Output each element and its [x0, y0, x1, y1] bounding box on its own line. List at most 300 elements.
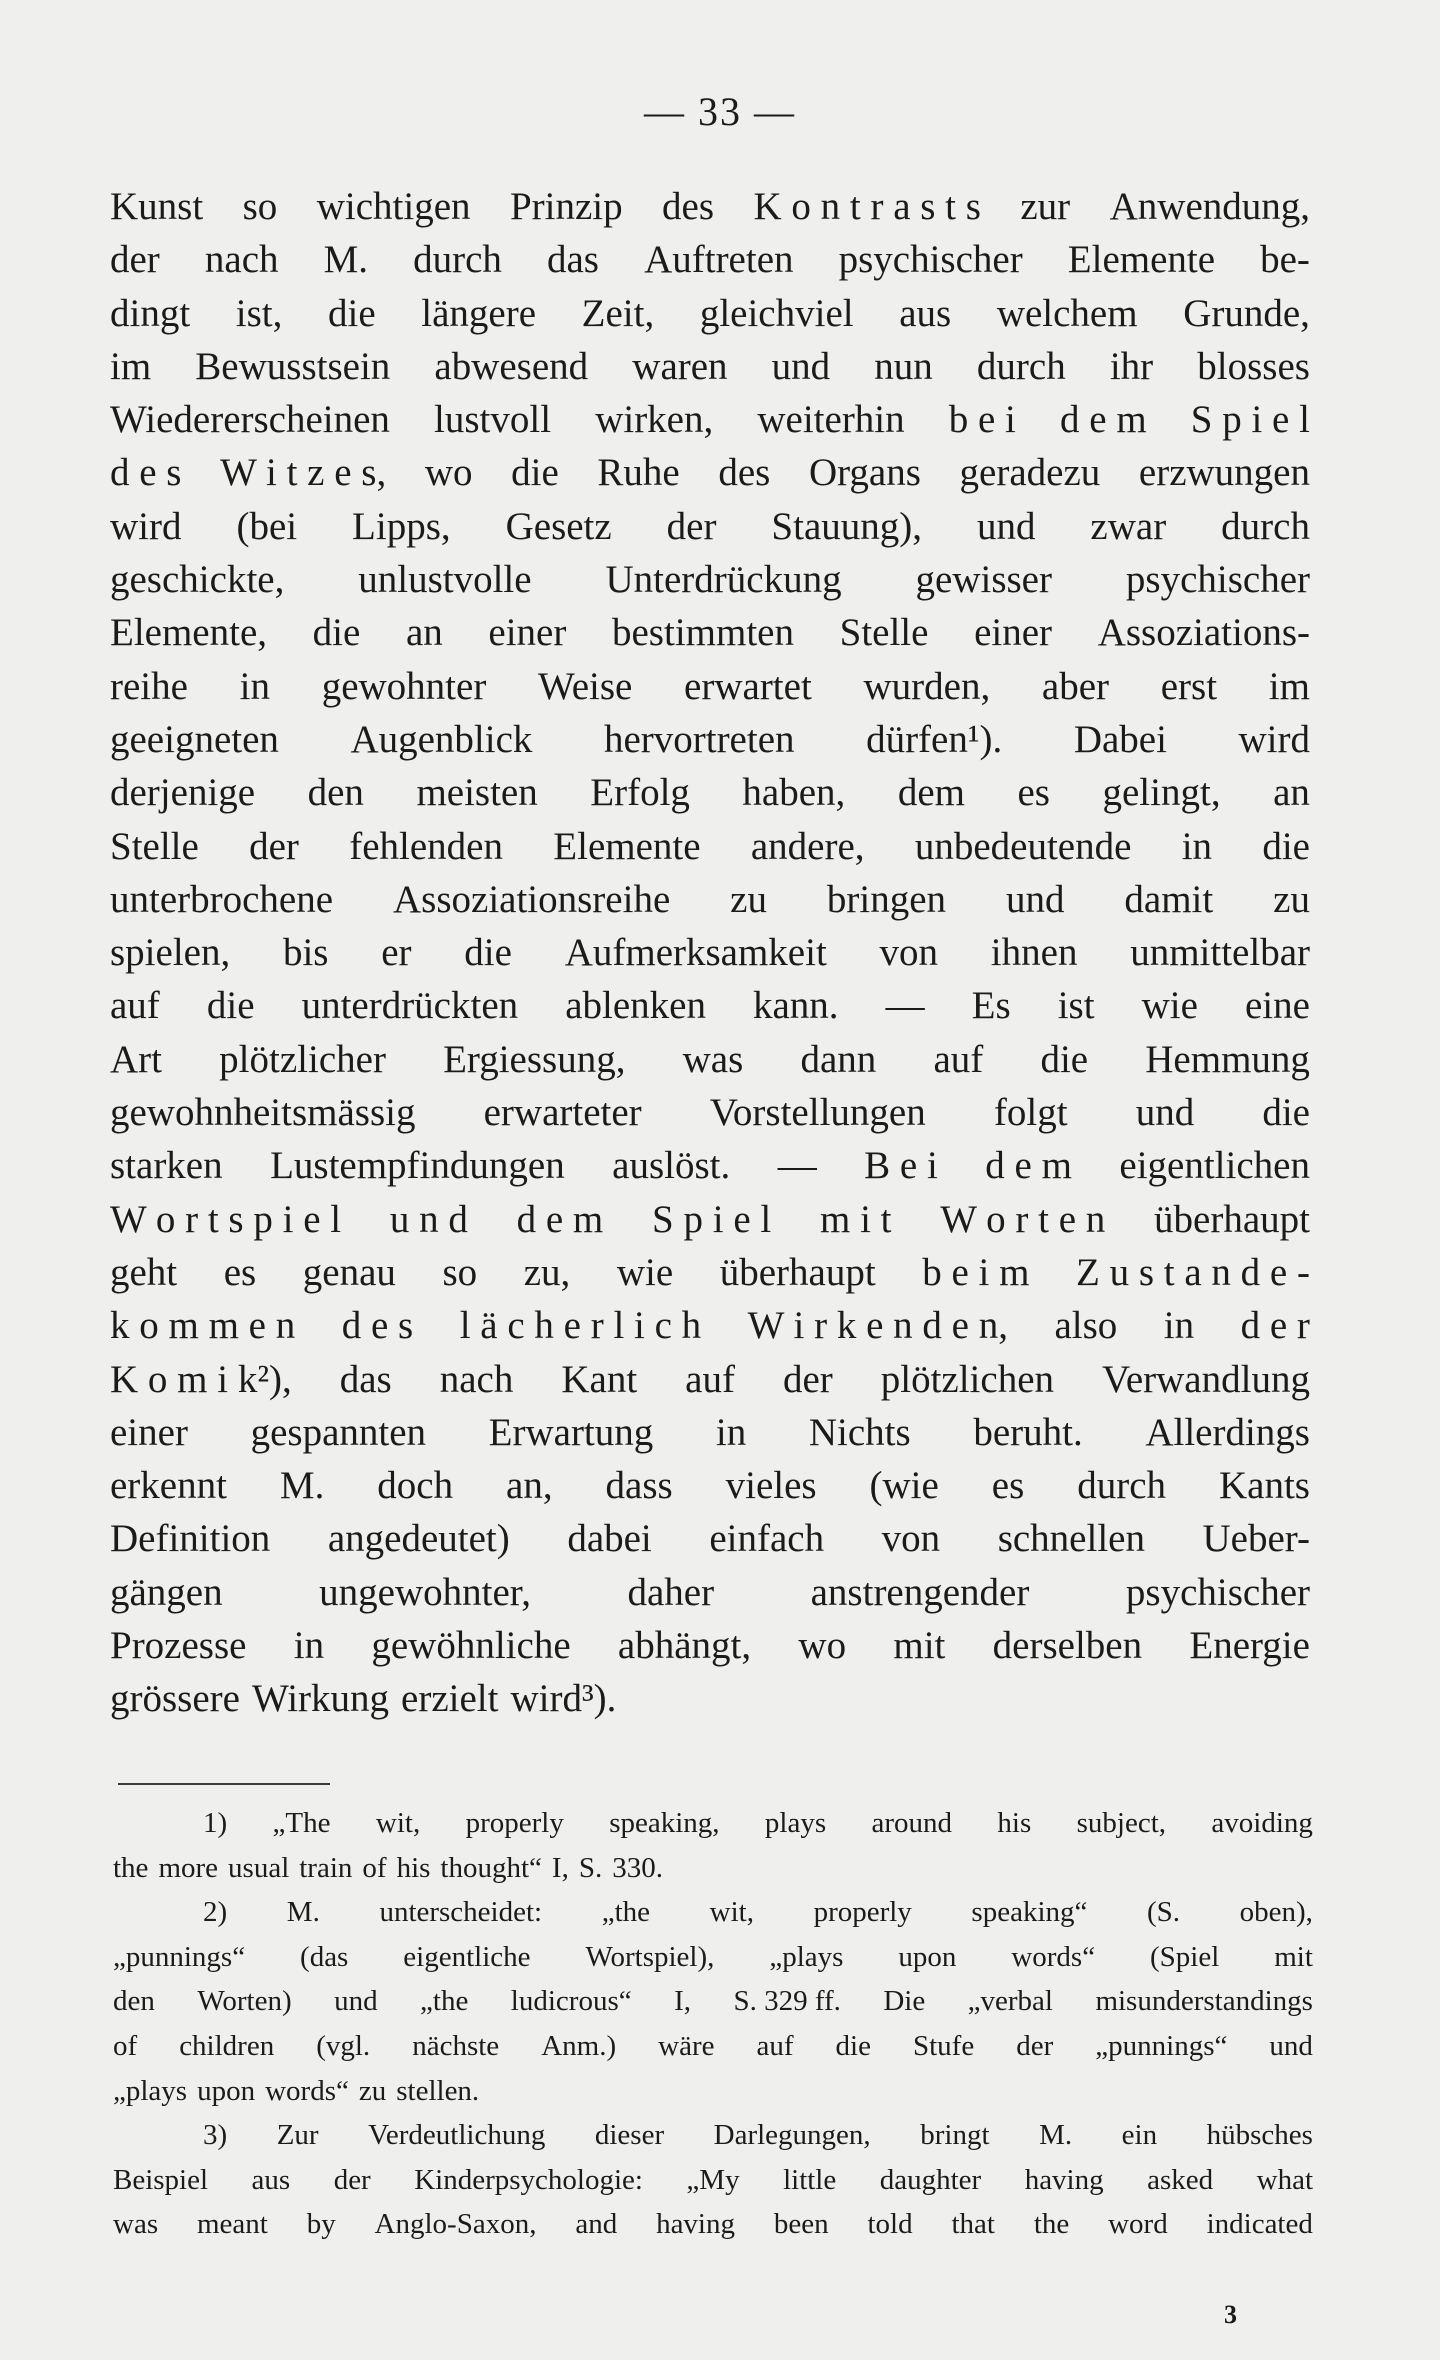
word: Ergiessung, [443, 1037, 626, 1081]
word: stellen. [396, 2074, 480, 2107]
word: unbedeutende [914, 824, 1132, 868]
word: geschickte, [110, 558, 285, 602]
word: bringen [826, 877, 947, 921]
word: plays [764, 1807, 827, 1839]
word: die [312, 611, 361, 655]
word: damit [1124, 877, 1214, 921]
word: folgt [993, 1091, 1068, 1135]
word: in [1181, 824, 1213, 868]
text-line [110, 1459, 1310, 1512]
text-line [110, 660, 1310, 713]
word: M. [286, 1896, 320, 1929]
word: 3) [203, 2119, 228, 2152]
word: Assoziationsreihe [392, 877, 671, 921]
word: words“ [265, 2074, 349, 2107]
word: that [951, 2208, 995, 2241]
word: derselben [992, 1624, 1143, 1668]
word: nächste [412, 2029, 500, 2062]
text-line [110, 1619, 1310, 1672]
word: aus [251, 2163, 291, 2196]
word: M. [323, 238, 369, 282]
word: b e i m [922, 1250, 1030, 1294]
word: upon [197, 2074, 256, 2107]
word: an [405, 611, 443, 655]
word: zu [1273, 877, 1310, 921]
word: wird [1238, 717, 1310, 761]
word: der [782, 1357, 833, 1401]
text-line [110, 1086, 1310, 1139]
text-line [110, 1406, 1310, 1459]
word: dem [897, 771, 965, 815]
word: spielen, [110, 931, 231, 975]
word: Worten) [197, 1985, 292, 2018]
word: den [307, 771, 364, 815]
word: Art [110, 1037, 162, 1081]
word: die [328, 291, 376, 335]
word: haben, [742, 771, 846, 815]
footnote-line [113, 1935, 1313, 1980]
word: weiterhin [757, 398, 905, 442]
word: I, [674, 1985, 691, 2018]
word: die [464, 931, 512, 975]
word: subject, [1076, 1807, 1167, 1839]
word: plötzlichen [880, 1357, 1055, 1401]
text-line [110, 340, 1310, 393]
word: die [1262, 1091, 1310, 1135]
word: die [511, 451, 559, 495]
word: Organs [808, 451, 921, 495]
word: of [113, 2029, 138, 2062]
word: längere [421, 291, 537, 335]
word: d e r [1240, 1304, 1310, 1348]
word: durch [1221, 504, 1310, 548]
word: nach [439, 1357, 514, 1401]
word: schnellen [997, 1517, 1145, 1561]
word: ein [1121, 2119, 1158, 2152]
word: reihe [110, 664, 188, 708]
word: daughter [879, 2163, 982, 2196]
word: Prozesse [110, 1624, 247, 1668]
word: durch [413, 238, 502, 282]
footnote-line [113, 2202, 1313, 2247]
word: be- [1260, 238, 1310, 282]
word: beruht. [973, 1410, 1083, 1454]
word: his [997, 1807, 1032, 1839]
word: und [334, 1985, 378, 2018]
text-line [110, 606, 1310, 659]
word: auf [685, 1357, 735, 1401]
word: was [113, 2208, 159, 2241]
word: plötzlicher [219, 1037, 386, 1081]
word: K o m i k²), [110, 1357, 292, 1401]
word: the [1033, 2208, 1070, 2241]
word: geradezu [959, 451, 1101, 495]
word: Anm.) [541, 2029, 617, 2062]
word: little [783, 2163, 837, 2196]
word: im [1268, 664, 1310, 708]
word: 2) [203, 1896, 228, 1929]
word: an [1273, 771, 1310, 815]
word: misunderstandings [1095, 1985, 1313, 2018]
word: durch [976, 344, 1066, 388]
text-line [110, 713, 1310, 766]
word: — [885, 984, 925, 1028]
word: M. [1039, 2119, 1073, 2152]
word: Definition [110, 1517, 271, 1561]
word: Nichts [808, 1410, 911, 1454]
word: wird³). [510, 1677, 617, 1721]
word: — [777, 1144, 817, 1188]
word: W o r t s p i e l [110, 1197, 342, 1241]
word: „The [272, 1807, 331, 1839]
word: (das [300, 1940, 349, 1973]
word: train [299, 1851, 353, 1884]
word: der [666, 504, 717, 548]
word: einer [110, 1410, 188, 1454]
word: Kunst [110, 185, 204, 228]
word: Ruhe [597, 451, 680, 495]
text-line [110, 233, 1310, 286]
word: dieser [594, 2119, 665, 2152]
word: Wirkung [251, 1677, 390, 1721]
word: geht [110, 1250, 178, 1294]
word: „plays [113, 2074, 188, 2107]
word: Lipps, [352, 504, 451, 548]
word: word [1108, 2208, 1168, 2241]
word: die [1040, 1037, 1089, 1081]
word: Darlegungen, [713, 2119, 871, 2152]
word: meisten [416, 771, 538, 815]
text-line [110, 873, 1310, 926]
word: his [396, 1851, 431, 1884]
word: wird [110, 504, 182, 548]
word: gelingt, [1102, 771, 1221, 815]
word: genau [302, 1250, 396, 1294]
text-line [110, 1139, 1310, 1192]
word: hübsches [1206, 2119, 1313, 2152]
word: indicated [1206, 2208, 1313, 2241]
word: Unterdrückung [605, 558, 842, 602]
word: (Spiel [1150, 1940, 1220, 1973]
word: so [242, 185, 278, 228]
word: (bei [236, 504, 298, 548]
word: Wortspiel), [585, 1940, 715, 1973]
word: Lustempfindungen [270, 1144, 565, 1188]
word: bringt [920, 2119, 990, 2152]
word: des [718, 451, 771, 495]
word: der [249, 824, 299, 868]
word: by [306, 2208, 336, 2241]
text-line [110, 287, 1310, 340]
word: abwesend [434, 344, 589, 388]
word: of [362, 1851, 387, 1884]
word: eigentliche [403, 1940, 531, 1973]
word: ihr [1109, 344, 1154, 388]
word: Kants [1218, 1464, 1310, 1508]
word: „plays [769, 1940, 844, 1973]
word: Gesetz [505, 504, 612, 548]
text-line [110, 500, 1310, 553]
word: bestimmten [612, 611, 794, 655]
word: B e i [864, 1144, 938, 1188]
word: Stelle [839, 611, 929, 655]
word: aus [899, 291, 952, 335]
word: die [1262, 824, 1310, 868]
word: Hemmung [1145, 1037, 1310, 1081]
word: „the [420, 1985, 469, 2018]
word: S p i e l [652, 1197, 772, 1241]
word: vieles [725, 1464, 817, 1508]
word: den [113, 1985, 155, 2018]
word: einfach [709, 1517, 825, 1561]
word: waren [632, 344, 728, 388]
signature-mark: 3 [1224, 2300, 1237, 2329]
word: wit, [375, 1807, 421, 1839]
word: W o r t e n [940, 1197, 1106, 1241]
word: blosses [1197, 344, 1310, 388]
word: Augenblick [350, 717, 533, 761]
word: properly [465, 1807, 564, 1839]
word: der [110, 238, 160, 282]
word: usual [228, 1851, 290, 1884]
word: ist, [235, 291, 283, 335]
word: (S. [1147, 1896, 1181, 1929]
word: im [110, 344, 152, 388]
word: „punnings“ [1095, 2029, 1228, 2062]
word: Aufmerksamkeit [564, 931, 827, 975]
word: von [879, 931, 939, 975]
word: zu [358, 2074, 387, 2107]
word: 330. [612, 1851, 663, 1884]
word: (vgl. [316, 2029, 371, 2062]
word: Grunde, [1183, 291, 1310, 335]
word: Stauung), [771, 504, 922, 548]
word: ungewohnter, [319, 1570, 531, 1614]
text-line [110, 446, 1310, 499]
text-line [110, 1566, 1310, 1619]
word: dabei [567, 1517, 652, 1561]
word: Stufe [912, 2029, 975, 2062]
word: m i t [819, 1197, 892, 1241]
word: in [715, 1410, 747, 1454]
word: nach [204, 238, 279, 282]
word: Prinzip [509, 185, 623, 228]
word: erwarteter [483, 1091, 642, 1135]
word: speaking“ [971, 1896, 1088, 1929]
word: es [991, 1464, 1025, 1508]
word: wichtigen [316, 185, 471, 228]
word: S p i e l [1190, 398, 1310, 442]
footnote-line [113, 1979, 1313, 2024]
word: (wie [869, 1464, 939, 1508]
word: zu, [523, 1250, 571, 1294]
word: welchem [996, 291, 1138, 335]
text-line [110, 820, 1310, 873]
word: Verwandlung [1102, 1357, 1310, 1401]
word: oben), [1239, 1896, 1313, 1929]
word: so [442, 1250, 478, 1294]
word: in [1163, 1304, 1195, 1348]
word: Dabei [1073, 717, 1167, 761]
word: in [293, 1624, 325, 1668]
word: Anwendung, [1109, 185, 1310, 228]
word: ablenken [565, 984, 706, 1028]
footnote-line [113, 2024, 1313, 2069]
word: „punnings“ [113, 1940, 246, 1973]
word: Ueber- [1202, 1517, 1310, 1561]
word: also [1054, 1304, 1118, 1348]
footnotes [113, 1801, 1313, 2247]
word: abhängt, [617, 1624, 752, 1668]
word: hervortreten [603, 717, 795, 761]
word: what [1256, 2163, 1313, 2196]
word: dann [800, 1037, 877, 1081]
word: doch [377, 1464, 454, 1508]
text-line [110, 1353, 1310, 1406]
word: the [113, 1851, 149, 1884]
word: auslöst. [612, 1144, 731, 1188]
word: meant [196, 2208, 268, 2241]
word: aber [1041, 664, 1110, 708]
word: Verdeutlichung [368, 2119, 546, 2152]
word: u n d [389, 1197, 468, 1241]
word: d e m [516, 1197, 604, 1241]
word: erkennt [110, 1464, 227, 1508]
word: wäre [658, 2029, 715, 2062]
word: d e s [341, 1304, 414, 1348]
word: die [835, 2029, 871, 2062]
word: told [867, 2208, 913, 2241]
word: speaking, [609, 1807, 720, 1839]
word: unmittelbar [1130, 931, 1310, 975]
word: von [881, 1517, 941, 1561]
word: dürfen¹). [866, 717, 1003, 761]
word: zu [730, 877, 767, 921]
word: das [339, 1357, 392, 1401]
word: Zur [276, 2119, 319, 2152]
word: auf [756, 2029, 794, 2062]
word: Assoziations- [1097, 611, 1310, 655]
word: „the [601, 1896, 651, 1929]
word: Bewusstsein [195, 344, 391, 388]
word: Erfolg [590, 771, 690, 815]
word: fehlenden [349, 824, 503, 868]
word: unlustvolle [358, 558, 532, 602]
word: gewohnheitsmässig [110, 1091, 416, 1135]
word: eigentlichen [1119, 1144, 1310, 1188]
word: W i r k e n d e n, [747, 1304, 1008, 1348]
word: auf [933, 1037, 984, 1081]
word: Auftreten [644, 238, 794, 282]
text-line [110, 766, 1310, 819]
footnote-line [113, 1890, 1313, 1935]
word: wie [1141, 984, 1198, 1028]
text-line [110, 1299, 1310, 1352]
word: unterscheidet: [379, 1896, 543, 1929]
word: wurden, [863, 664, 991, 708]
word: Allerdings [1145, 1410, 1310, 1454]
text-line [110, 1033, 1310, 1086]
word: erzwungen [1138, 451, 1310, 495]
word: wit, [709, 1896, 754, 1929]
word: M. [279, 1464, 325, 1508]
word: gespannten [250, 1410, 427, 1454]
word: überhaupt [1154, 1197, 1310, 1241]
word: Es [971, 984, 1011, 1028]
word: „My [686, 2163, 740, 2196]
word: Stelle [110, 824, 199, 868]
main-text [110, 180, 1310, 1726]
word: an, [506, 1464, 553, 1508]
word: und [771, 344, 831, 388]
word: d e s [110, 451, 182, 495]
word: erzielt [401, 1677, 499, 1721]
word: psychischer [1125, 1570, 1310, 1614]
word: der [333, 2163, 371, 2196]
word: more [158, 1851, 219, 1884]
word: eine [1244, 984, 1310, 1028]
word: kann. [753, 984, 839, 1028]
word: der [1016, 2029, 1054, 2062]
word: ludicrous“ [510, 1985, 632, 2018]
word: daher [627, 1570, 715, 1614]
word: durch [1077, 1464, 1167, 1508]
word: gewohnter [321, 664, 487, 708]
word: was [682, 1037, 744, 1081]
word: having [656, 2208, 735, 2241]
word: auf [110, 984, 160, 1028]
word: W i t z e s, [220, 451, 387, 495]
word: mit [893, 1624, 946, 1668]
text-line [110, 393, 1310, 446]
text-line [110, 1193, 1310, 1246]
word: been [773, 2208, 829, 2241]
word: erst [1160, 664, 1218, 708]
word: es [223, 1250, 257, 1294]
word: asked [1147, 2163, 1214, 2196]
word: ist [1057, 984, 1095, 1028]
word: Elemente, [110, 611, 268, 655]
word: children [179, 2029, 275, 2062]
word: und [976, 504, 1036, 548]
word: gängen [110, 1570, 223, 1614]
footnote-line [113, 2069, 1313, 2114]
word: Anglo-Saxon, [374, 2208, 537, 2241]
word: starken [110, 1144, 223, 1188]
word: in [239, 664, 270, 708]
word: k o m m e n [110, 1304, 296, 1348]
text-line [110, 553, 1310, 606]
word: S. 329 ff. [733, 1985, 841, 2018]
word: d e m [985, 1144, 1072, 1188]
word: angedeutet) [327, 1517, 510, 1561]
word: psychischer [838, 238, 1023, 282]
word: Die [883, 1985, 926, 2018]
word: around [871, 1807, 953, 1839]
word: zur [1020, 185, 1071, 228]
word: properly [813, 1896, 912, 1929]
word: K o n t r a s t s [753, 185, 981, 228]
word: Z u s t a n d e - [1076, 1250, 1310, 1294]
footnote-line [113, 2158, 1313, 2203]
word: wie [616, 1250, 674, 1294]
footnote-line [113, 1801, 1313, 1846]
word: Wiedererscheinen [110, 398, 390, 442]
word: thought“ [440, 1851, 542, 1884]
word: andere, [750, 824, 865, 868]
word: gewöhnliche [371, 1624, 571, 1668]
footnote-line [113, 2113, 1313, 2158]
